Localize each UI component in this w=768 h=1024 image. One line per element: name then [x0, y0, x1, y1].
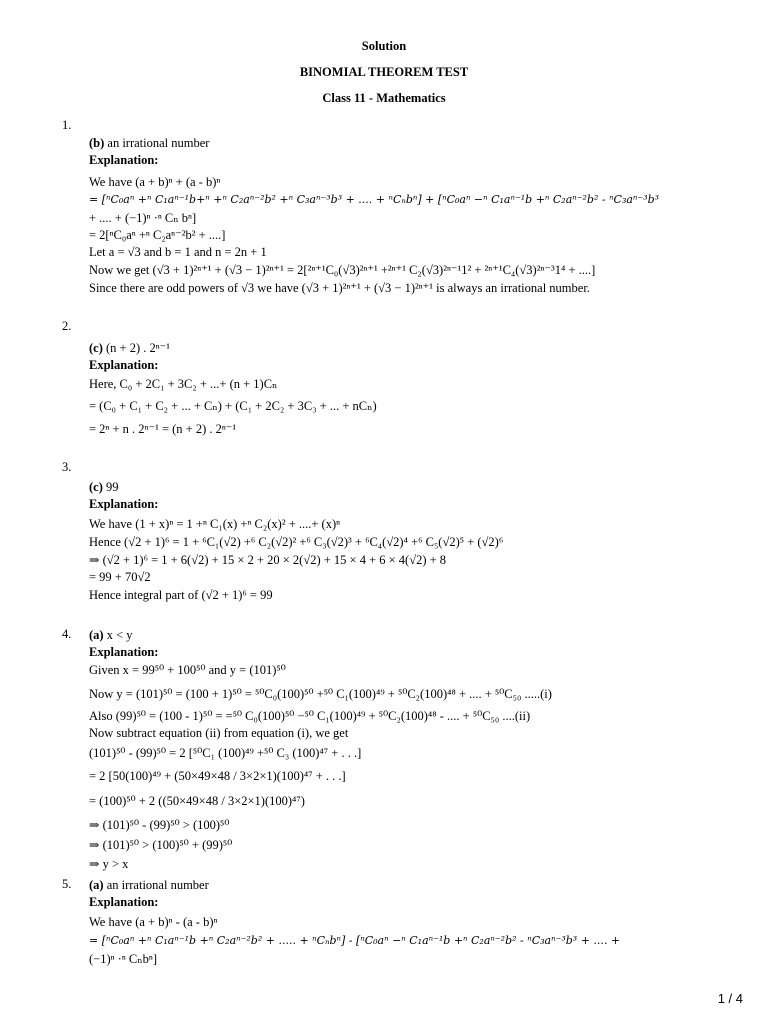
explanation-line: We have (a + b)ⁿ - (a - b)ⁿ	[89, 915, 218, 929]
test-name: BINOMIAL THEOREM TEST	[299, 65, 469, 79]
explanation-line: We have (a + b)ⁿ + (a - b)ⁿ	[89, 175, 221, 189]
explanation-line: Hence integral part of (√2 + 1)⁶ = 99	[89, 588, 273, 602]
question-number: 4.	[62, 627, 72, 641]
explanation-line: = 2ⁿ + n . 2ⁿ⁻¹ = (n + 2) . 2ⁿ⁻¹	[89, 422, 237, 436]
question-number: 1.	[62, 118, 72, 132]
explanation-line: ⇒ (101)⁵⁰ - (99)⁵⁰ > (100)⁵⁰	[89, 818, 230, 832]
explanation-label: Explanation:	[89, 153, 159, 167]
explanation-line: Let a = √3 and b = 1 and n = 2n + 1	[89, 245, 267, 259]
explanation-line: = 99 + 70√2	[89, 570, 151, 584]
answer-option: (a)	[89, 628, 104, 642]
explanation-line: Here, C₀ + 2C₁ + 3C₂ + ...+ (n + 1)Cₙ	[89, 377, 278, 391]
explanation-line: = (100)⁵⁰ + 2 ((50×49×48 / 3×2×1)(100)⁴⁷)	[89, 794, 305, 808]
answer-line	[89, 479, 119, 495]
explanation-line: (101)⁵⁰ - (99)⁵⁰ = 2 [⁵⁰C₁ (100)⁴⁹ +⁵⁰ C₃ (100)⁴⁷ + . . .]	[89, 746, 362, 760]
explanation-line: Hence (√2 + 1)⁶ = 1 + ⁶C₁(√2) +⁶ C₂(√2)² +⁶ C₃(√2)³ + ⁶C₄(√2)⁴ +⁶ C₅(√2)⁵ + (√2)⁶	[89, 535, 504, 549]
class-subject: Class 11 - Mathematics	[322, 91, 446, 105]
explanation-line: = (C₀ + C₁ + C₂ + ... + Cₙ) + (C₁ + 2C₂ + 3C₃ + ... + nCₙ)	[89, 399, 377, 413]
document-title: Solution	[361, 39, 407, 53]
answer-text: 99	[106, 480, 119, 494]
explanation-line: ⇒ y > x	[89, 857, 129, 871]
question-number: 2.	[62, 319, 72, 333]
answer-text: an irrational number	[106, 878, 209, 892]
explanation-label: Explanation:	[89, 645, 159, 659]
answer-option: (c)	[89, 480, 103, 494]
explanation-line: = [ⁿC₀aⁿ +ⁿ C₁aⁿ⁻¹b +ⁿ C₂aⁿ⁻²b² + ..... + ⁿCₙbⁿ] - [ⁿC₀aⁿ −ⁿ C₁aⁿ⁻¹b +ⁿ C₂aⁿ⁻²b² - ⁿC₃aⁿ⁻³b³ + .... +	[89, 934, 621, 947]
explanation-line: ⇒ (101)⁵⁰ > (100)⁵⁰ + (99)⁵⁰	[89, 838, 233, 852]
explanation-line: We have (1 + x)ⁿ = 1 +ⁿ C₁(x) +ⁿ C₂(x)² + ....+ (x)ⁿ	[89, 517, 341, 531]
explanation-line: (−1)ⁿ ·ⁿ Cₙbⁿ]	[89, 952, 158, 966]
explanation-line: Now we get (√3 + 1)²ⁿ⁺¹ + (√3 − 1)²ⁿ⁺¹ = 2[²ⁿ⁺¹C₀(√3)²ⁿ⁺¹ +²ⁿ⁺¹ C₂(√3)²ⁿ⁻¹1² + ²ⁿ⁺¹C₄(√3)²ⁿ⁻³1⁴ + ....]	[89, 263, 596, 277]
page-indicator: 1 / 4	[717, 991, 743, 1006]
explanation-line: = [ⁿC₀aⁿ +ⁿ C₁aⁿ⁻¹b+ⁿ +ⁿ C₂aⁿ⁻²b² +ⁿ C₃aⁿ⁻³b³ + .... + ⁿCₙbⁿ] + [ⁿC₀aⁿ −ⁿ C₁aⁿ⁻¹b +ⁿ C₂aⁿ⁻²b² - ⁿC₃aⁿ⁻³b³	[89, 193, 660, 206]
answer-text: an irrational number	[107, 136, 210, 150]
explanation-label: Explanation:	[89, 358, 159, 372]
answer-line	[89, 135, 209, 151]
answer-line	[89, 627, 133, 643]
explanation-line: Now subtract equation (ii) from equation (i), we get	[89, 726, 349, 740]
explanation-line: Since there are odd powers of √3 we have (√3 + 1)²ⁿ⁺¹ + (√3 − 1)²ⁿ⁺¹ is always an irrational number.	[89, 281, 590, 295]
answer-text: (n + 2) . 2ⁿ⁻¹	[106, 341, 171, 355]
answer-text: x < y	[106, 628, 133, 642]
explanation-label: Explanation:	[89, 497, 159, 511]
question-number: 3.	[62, 460, 72, 474]
answer-line	[89, 340, 170, 356]
question-number: 5.	[62, 877, 72, 891]
answer-option: (b)	[89, 136, 105, 150]
explanation-line: Given x = 99⁵⁰ + 100⁵⁰ and y = (101)⁵⁰	[89, 663, 286, 677]
answer-line	[89, 877, 209, 893]
explanation-line: = 2[ⁿC₀aⁿ +ⁿ C₂aⁿ⁻²b² + ....]	[89, 228, 226, 242]
explanation-line: Also (99)⁵⁰ = (100 - 1)⁵⁰ = =⁵⁰ C₀(100)⁵⁰ −⁵⁰ C₁(100)⁴⁹ + ⁵⁰C₂(100)⁴⁸ - .... + ⁵⁰C₅₀ ....(ii)	[89, 709, 531, 723]
answer-option: (a)	[89, 878, 104, 892]
explanation-line: = 2 [50(100)⁴⁹ + (50×49×48 / 3×2×1)(100)⁴⁷ + . . .]	[89, 769, 346, 783]
explanation-label: Explanation:	[89, 895, 159, 909]
explanation-line: ⇒ (√2 + 1)⁶ = 1 + 6(√2) + 15 × 2 + 20 × 2(√2) + 15 × 4 + 6 × 4(√2) + 8	[89, 553, 447, 567]
explanation-line: Now y = (101)⁵⁰ = (100 + 1)⁵⁰ = ⁵⁰C₀(100)⁵⁰ +⁵⁰ C₁(100)⁴⁹ + ⁵⁰C₂(100)⁴⁸ + .... + ⁵⁰C₅₀ .....(i)	[89, 687, 552, 701]
explanation-line: + .... + (−1)ⁿ ·ⁿ Cₙ bⁿ]	[89, 211, 197, 225]
answer-option: (c)	[89, 341, 103, 355]
